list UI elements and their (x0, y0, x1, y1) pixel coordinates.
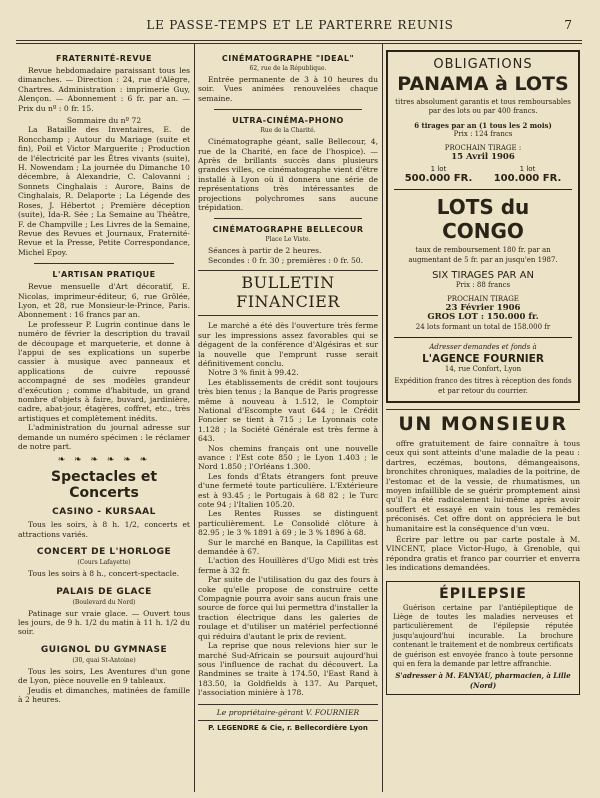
guignol-matinees: Jeudis et dimanches, matinées de famille à 2 heures. (18, 685, 190, 705)
bulletin-para-2: Notre 3 % finit à 99.42. (208, 368, 299, 378)
gerant-line: Le propriétaire-gérant V. FOURNIER (216, 707, 360, 717)
monsieur-contact: Écrire par lettre ou par carte postale à M. VINCENT, place Victor-Hugo, à Grenoble, qui répondra gratis et franco par courrier et enverra les indications demandées. (386, 534, 580, 573)
phono-body: Cinématographe géant, salle Bellecour, 4, rue de la Charité, en face de l'hospice). — Après de brillants succès dans plusieurs grandes villes, ce cinématographe vient d'être installé à Lyon où il donnera une série de représentations très intéressantes de projections polychromes sans aucune trépidation. (198, 137, 378, 213)
phono-title: ULTRA-CINÉMA-PHONO (232, 116, 344, 126)
casino-title: CASINO - KURSAAL (52, 507, 156, 518)
casino-body: Tous les soirs, à 8 h. 1/2, concerts et attractions variés. (18, 520, 190, 539)
lots-total: 24 lots formant un total de 158.000 fr (415, 322, 551, 331)
adresser-line: Adresser demandes et fonds à (429, 343, 537, 352)
artisan-intro: Revue mensuelle d'Art décoratif, E. Nicolas, imprimeur-éditeur, 6, rue Grôlée, Lyon, et 28, rue Monsieur-le-Prince, Paris. Abonnement : 16 francs par an. (18, 282, 190, 320)
panama-heading: PANAMA à LOTS (397, 73, 569, 95)
horloge-title: CONCERT DE L'HORLOGE (36, 547, 172, 558)
lot-amount-1: 500.000 FR. (404, 173, 473, 185)
rule (198, 720, 378, 721)
bellecour-title: CINÉMATOGRAPHE BELLECOUR (212, 225, 364, 235)
page-number: 7 (564, 18, 572, 32)
artisan-description: Le professeur P. Lugrin continue dans le numéro de février la description du travail de découpage et marqueterie, et donne à l'appui de ses explications un superbe cassier à musique avec panneaux et applications de cuivre repoussé accompagné de ses modèles grandeur d'exécution ; comme d'habitude, un grand nombre d'objets à faire, buvard, jardinière, cadre, abat-jour, étagères, coffret, etc., très artistiques et complètement inédits. (18, 319, 190, 423)
epilepsie-advertisement (386, 581, 580, 696)
guignol-title: GUIGNOL DU GYMNASE (40, 644, 168, 655)
bulletin-para-10: La reprise que nous relevions hier sur le marché Sud-Africain se poursuit aujourd'hui sous l'influence de rachat du découvert. La Randmines se traite à 174.50, l'East Rand à 183.50, la Goldfields à 137. Au Parquet, l'association minière à 178. (198, 641, 378, 698)
column-1 (18, 50, 190, 792)
section-separator (214, 218, 362, 219)
bulletin-para-5: Les fonds d'États étrangers font preuve d'une fermeté toute particulière. L'Extérieure est à 93.45 ; le Portugais à 68 82 ; le Turc cote 94 ; l'Italien 105.20. (198, 471, 378, 509)
column-3 (386, 50, 580, 792)
un-monsieur-heading: UN MONSIEUR (398, 412, 568, 435)
artisan-specimen: L'administration du journal adresse sur demande un numéro spécimen : le réclamer de notre part. (18, 423, 190, 452)
ideal-title: CINÉMATOGRAPHE "IDEAL" (221, 54, 355, 63)
monsieur-offer: offre gratuitement de faire connaître à tous ceux qui sont atteints d'une maladie de la peau : dartres, eczémas, boutons, démangeaisons, bronchites chroniques, maladies de la poitrine, de l'estomac et de la vessie, de rhumatismes, un moyen infaillible de se guérir promptement ainsi qu'il l'a été radicalement lui-même après avoir souffert et essayé en vain tous les remèdes préconisés. Cet offre dont on appréciera le but humanitaire est la conséquence d'un vœu. (386, 438, 580, 533)
panama-price: Prix : 124 francs (453, 130, 513, 139)
lot-amounts (394, 173, 572, 184)
expedition-note: Expédition franco des titres à réception des fonds et par retour du courrier. (394, 377, 572, 395)
glace-title: PALAIS DE GLACE (56, 586, 152, 597)
imprimeur-line: P. LEGENDRE & Cie, r. Bellecordière Lyon (208, 723, 368, 732)
horloge-body: Tous les soirs à 8 h., concert-spectacle. (28, 569, 180, 579)
rule (198, 704, 378, 705)
fraternite-title: FRATERNITÉ-REVUE (56, 54, 152, 63)
congo-price: Prix : 88 francs (455, 281, 511, 290)
lots-advertisement (386, 50, 580, 403)
bulletin-para-1: Le marché a été dès l'ouverture très ferme sur les impressions assez favorables qui se dégagent de la conférence d'Algésiras et sur la nouvelle que l'emprunt russe serait définitivement conclu. (198, 321, 378, 368)
rule (394, 189, 572, 190)
artisan-title: L'ARTISAN PRATIQUE (52, 270, 156, 280)
spectacles-heading: Spectacles et Concerts (50, 469, 158, 502)
bulletin-para-6: Les Rentes Russes se distinguent particulièrement. Le Consolidé clôture à 82.95 ; le 3 % 1891 à 69 ; le 3 % 1896 à 68. (198, 509, 378, 538)
lot-labels (394, 165, 572, 173)
agence-address: 14, rue Confort, Lyon (444, 364, 522, 373)
ideal-address: 62, rue de la République. (249, 65, 327, 72)
lot-amount-2: 100.000 FR. (493, 173, 562, 185)
congo-body: taux de remboursement 180 fr. par an augmentant de 5 fr. par an jusqu'en 1987. (408, 246, 558, 264)
agence-name: L'AGENCE FOURNIER (422, 352, 544, 365)
bellecour-hours: Séances à partir de 2 heures. (208, 246, 322, 256)
tirage-date-1: 15 Avril 1906 (451, 152, 515, 163)
panama-body: titres absolument garantis et tous remboursables par des lots ou par 400 francs. (395, 98, 571, 116)
bulletin-para-9: Par suite de l'utilisation du gaz des fours à coke qu'elle propose de construire cette Compagnie pourra avoir sans aucun frais une source de force qui lui permettra d'installer la traction électrique dans les galeries de roulage et d'utiliser un matériel perfectionné qui réduira d'autant le prix de revient. (198, 575, 378, 641)
epilepsie-address: S'adresser à M. FANYAU, pharmacien, à Lille (Nord) (395, 671, 571, 690)
tirages-line: 6 tirages par an (1 tous les 2 mois) (414, 120, 552, 130)
rule (198, 315, 378, 316)
rule (386, 409, 580, 410)
section-separator (34, 263, 174, 264)
prochain-tirage-2: PROCHAIN TIRAGE (447, 294, 519, 303)
lot-label-2: 1 lot (519, 165, 536, 174)
bellecour-prices: Secondes : 0 fr. 30 ; premières : 0 fr. 50. (208, 255, 364, 265)
epilepsie-body: Guérison certaine par l'antiépileptique de Liège de toutes les maladies nerveuses et particulièrement de l'épilepsie réputée jusqu'aujourd'hui incurable. La brochure contenant le traitement et de nombreux certificats de guérison est envoyée franco à toute personne qui en fera la demande par lettre affranchie. (393, 603, 573, 669)
bulletin-para-4: Nos chemins français ont une nouvelle avance : l'Est cote 850 ; le Lyon 1.403 ; le Nord 1.850 ; l'Orléans 1.300. (198, 443, 378, 472)
fraternite-body: Revue hebdomadaire paraissant tous les dimanches. — Direction : 24, rue d'Alègre, Chartres. Administration : imprimerie Guy, Alençon. — Abonnement : 6 fr. par an. — Prix du nº : 0 fr. 15. (18, 66, 190, 113)
obligations-heading: OBLIGATIONS (433, 57, 533, 72)
bulletin-para-7: Sur le marché en Banque, la Capillitas est demandée à 67. (198, 537, 378, 557)
sommaire-title: Sommaire du nº 72 (66, 116, 142, 126)
header-rule-2 (16, 43, 582, 44)
column-divider-2 (382, 44, 383, 792)
tirage-date-2: 23 Février 1906 (445, 303, 521, 314)
prochain-tirage-1: PROCHAIN TIRAGE : (444, 143, 522, 152)
lot-label-1: 1 lot (430, 165, 447, 174)
phono-address: Rue de la Charité. (260, 127, 316, 135)
page-header-title: LE PASSE-TEMPS ET LE PARTERRE REUNIS (146, 18, 454, 32)
column-2 (198, 50, 378, 792)
bulletin-para-8: L'action des Houillères d'Ugo Midi est très ferme à 32 fr. (198, 556, 378, 575)
ideal-body: Entrée permanente de 3 à 10 heures du soir. Vues animées renouvelées chaque semaine. (198, 75, 378, 103)
bellecour-address: Place Le Viste. (265, 236, 311, 244)
congo-heading: LOTS du CONGO (436, 195, 530, 244)
column-divider-1 (194, 44, 195, 792)
guignol-program: Tous les soirs, Les Aventures d'un gone de Lyon, pièce nouvelle en 9 tableaux. (18, 666, 190, 686)
ornament-divider: ❧ ❧ ❧ ❧ ❧ ❧ (57, 455, 151, 466)
glace-body: Patinage sur vraie glace. — Ouvert tous les jours, de 9 h. 1/2 du matin à 11 h. 1/2 du soir. (18, 608, 190, 637)
sommaire-body: La Bataille des Inventaires, E. de Roncchamp ; Autour du Mariage (suite et fin), Poil et Victor Marguerite ; Production de l'électricité par les Êtres vivants (suite), H. Nowendam ; La journée du Dimanche 10 décembre, à Alexandrie, C. Calovanni ; Sonnets Cinghalais : Aurore, Bains de Cinghalais, R. Delaporte ; La Légende des Roses, J. Hébertot ; Première déception (suite), Ida-R. Sée ; La Semaine au Théâtre, F. de Champville ; Les Livres de la Semaine, Revue des Revues et Journaux, Fraternité-Revue et la Presse, Petite Correspondance, Michel Epoy. (18, 125, 190, 257)
section-separator (214, 109, 362, 110)
header-rule (16, 40, 582, 41)
bulletin-financier-heading: BULLETIN FINANCIER (236, 273, 340, 312)
gros-lot: GROS LOT : 150.000 fr. (427, 312, 539, 323)
six-tirages-heading: SIX TIRAGES PAR AN (432, 270, 534, 282)
rule (394, 337, 572, 338)
glace-address: (Boulevard du Nord) (72, 598, 136, 606)
epilepsie-heading: ÉPILEPSIE (439, 585, 527, 602)
bulletin-para-3: Les établissements de crédit sont toujours très bien tenus ; la Banque de Paris progresse même à nouveau à 1.512, le Comptoir National d'Escompte vaut 644 ; le Crédit Foncier se tient à 715 ; Le Lyonnais cote 1.128 ; la Société Générale est très ferme à 643. (198, 377, 378, 444)
horloge-address: (Cours Lafayette) (77, 559, 131, 567)
rule (198, 270, 378, 271)
guignol-address: (30, quai St-Antoine) (72, 656, 136, 664)
